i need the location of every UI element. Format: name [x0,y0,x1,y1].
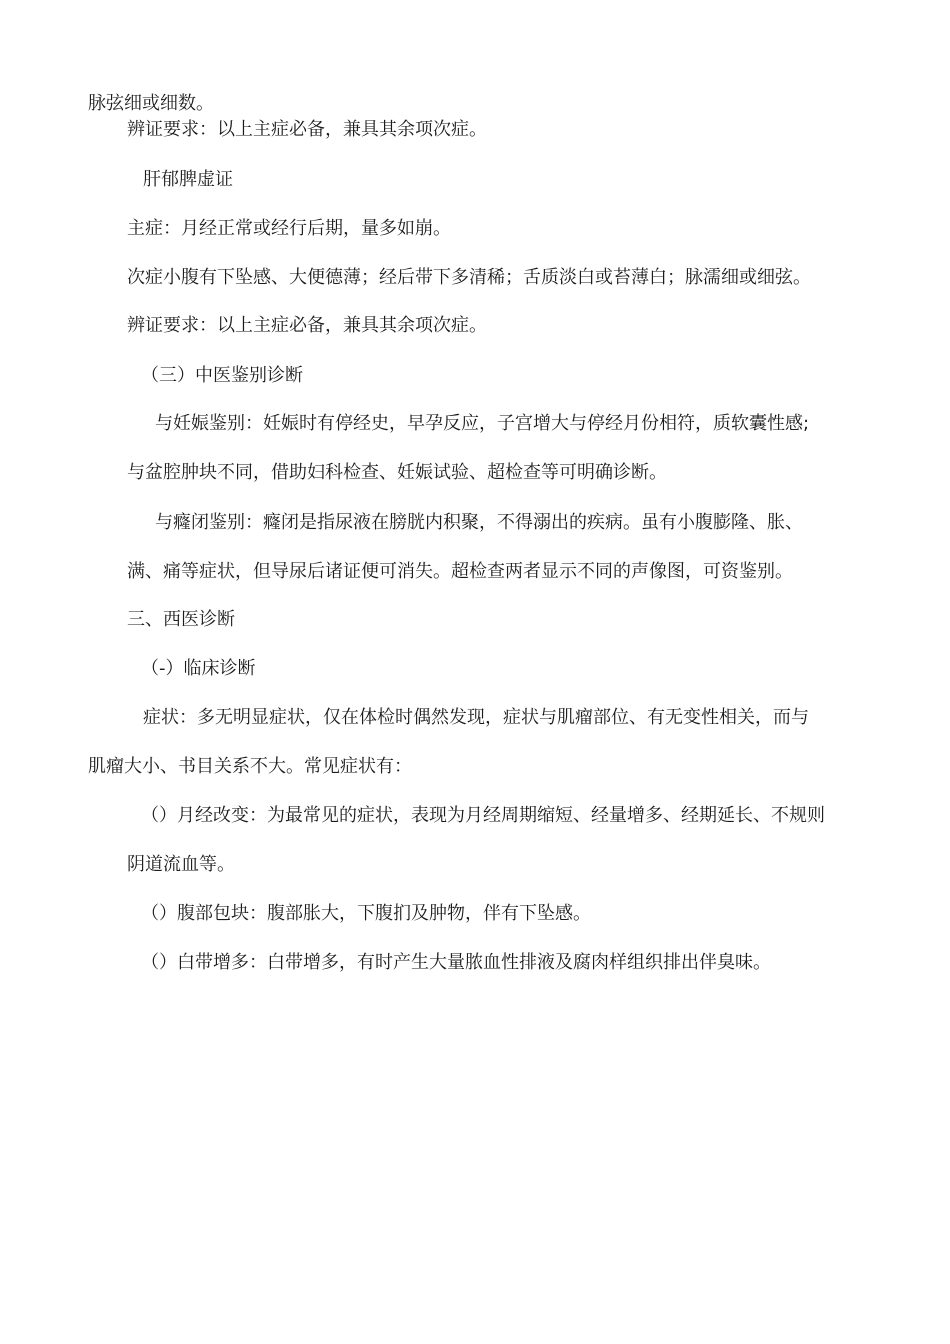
text-line-pregnancy-diff-2: 与盆腔肿块不同，借助妇科检查、妊娠试验、超检查等可明确诊断。 [127,462,667,483]
list-item-abdominal-mass: （）腹部包块：腹部胀大，下腹扪及肿物，伴有下坠感。 [141,903,591,924]
text-line-pregnancy-diff-1: 与妊娠鉴别：妊娠时有停经史，早孕反应，子宫增大与停经月份相符，质软囊性感; [155,413,810,434]
text-line-diagnosis-requirement-2: 辨证要求：以上主症必备，兼具其余项次症。 [127,315,487,336]
heading-western-diagnosis: 三、西医诊断 [127,609,235,630]
list-item-leukorrhea: （）白带增多：白带增多，有时产生大量脓血性排液及腐肉样组织排出伴臭味。 [141,952,771,973]
heading-clinical-diagnosis: （-）临床诊断 [141,658,256,679]
text-line-symptoms-2: 肌瘤大小、书目关系不大。常见症状有： [88,756,412,777]
heading-liver-spleen-syndrome: 肝郁脾虚证 [143,169,233,190]
list-item-menstrual-change-1: （）月经改变：为最常见的症状，表现为月经周期缩短、经量增多、经期延长、不规则 [141,805,825,826]
text-line-diagnosis-requirement-1: 辨证要求：以上主症必备，兼具其余项次症。 [127,119,487,140]
text-line-main-symptom: 主症：月经正常或经行后期，量多如崩。 [127,218,451,239]
text-line-symptoms-1: 症状：多无明显症状，仅在体检时偶然发现，症状与肌瘤部位、有无变性相关，而与 [143,707,809,728]
list-item-menstrual-change-2: 阴道流血等。 [127,854,235,875]
text-line-retention-diff-1: 与癃闭鉴别：癃闭是指尿液在膀胱内积聚，不得溺出的疾病。虽有小腹膨隆、胀、 [155,512,803,533]
text-line-pulse: 脉弦细或细数。 [88,93,214,114]
heading-tcm-differential: （三）中医鉴别诊断 [141,365,303,386]
text-line-retention-diff-2: 满、痛等症状，但导尿后诸证便可消失。超检查两者显示不同的声像图，可资鉴别。 [127,561,793,582]
text-line-secondary-symptom: 次症小腹有下坠感、大便德薄；经后带下多清稀；舌质淡白或苔薄白；脉濡细或细弦。 [127,267,811,288]
